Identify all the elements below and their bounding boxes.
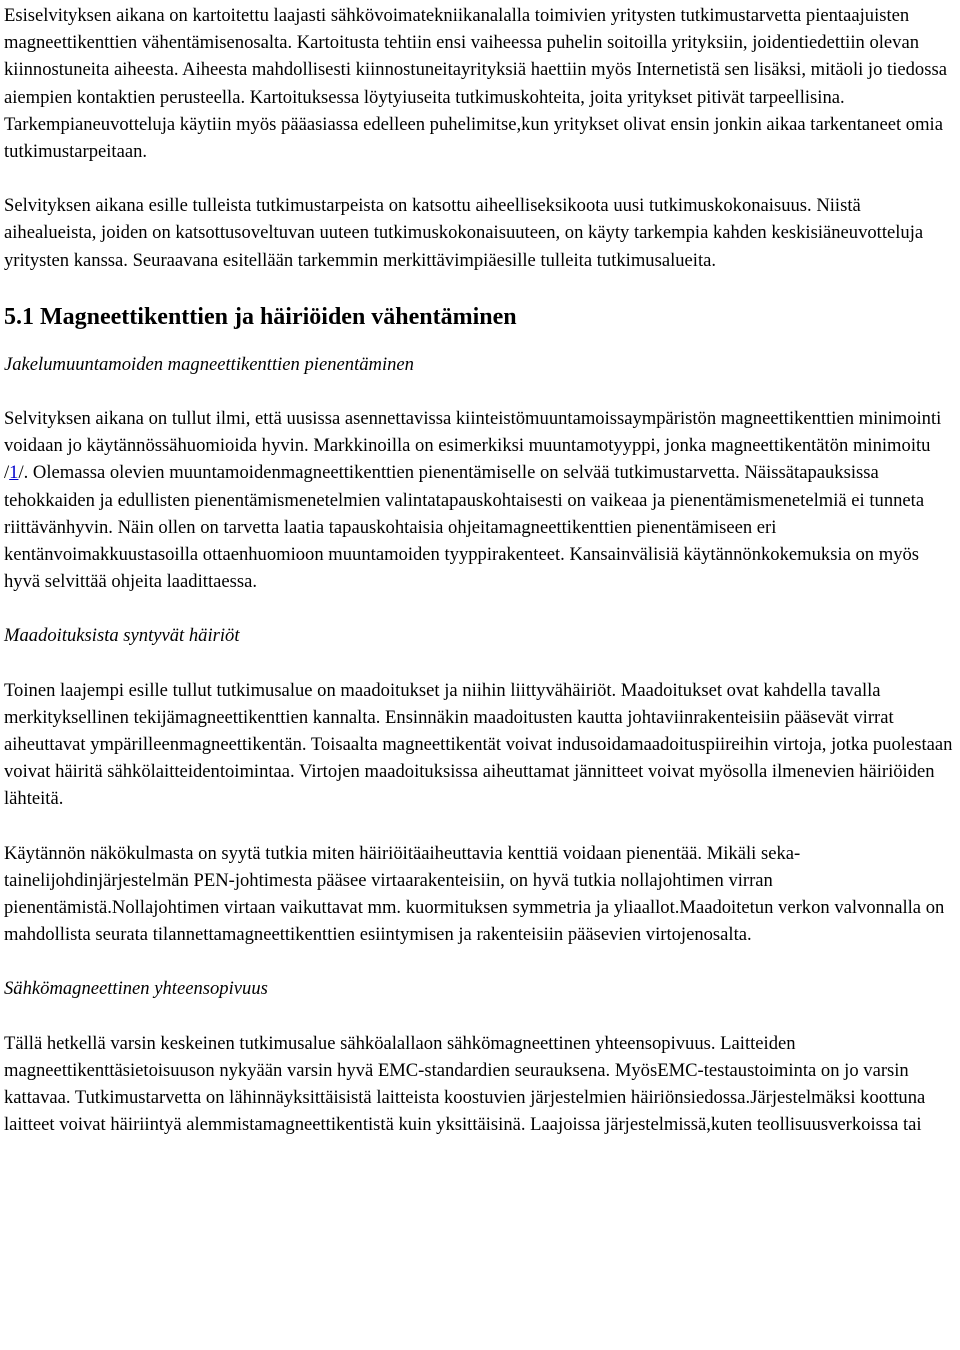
paragraph-gap: [4, 333, 956, 351]
transformers-text-before-ref: Selvityksen aikana on tullut ilmi, että uusissa asennettavissa kiinteistömuuntamoissaympäristön magneettikenttien minimointi voidaan jo käytännössähuomioida hyvin. Markkinoilla on esimerkiksi muuntamotyyppi, jonka magneettikentätön minimoitu /: [4, 408, 942, 484]
paragraph-gap: [4, 650, 956, 677]
grounding-paragraph-1: Toinen laajempi esille tullut tutkimusalue on maadoitukset ja niihin liittyvähäiriöt. Maadoitukset ovat kahdella tavalla merkityksellinen tekijämagneettikenttien kannalta. Ensinnäkin maadoitusten kautta johtaviinrakenteisiin pääsevät virrat aiheuttavat ympärilleenmagneettikentän. Toisaalta magneettikentät voivat indusoidamaadoituspiireihin virtoja, jotka puolestaan voivat häiritä sähkölaitteidentoimintaa. Virtojen maadoituksissa aiheuttamat jännitteet voivat myösolla ilmenevien häiriöiden lähteitä.: [4, 679, 953, 810]
paragraph-gap: [4, 595, 956, 622]
paragraph-gap: [4, 274, 956, 301]
subsection-title-grounding: Maadoituksista syntyvät häiriöt: [4, 625, 240, 647]
grounding-paragraph-2: Käytännön näkökulmasta on syytä tutkia miten häiriöitäaiheuttavia kenttiä voidaan pienentää. Mikäli seka- tainelijohdinjärjestelmän PEN-johtimesta pääsee virtaarakenteisiin, on hyvä tutkia nollajohtimen virran pienentämistä.Nollajohtimen virtaan vaikuttavat mm. kuormituksen symmetria ja yliaallot.Maadoitetun verkon valvonnalla on mahdollista seurata tilannettamagneettikenttien esiintymisen ja rakenteisiin pääsevien virtojenosalta.: [4, 842, 945, 946]
subsection-title-transformers: Jakelumuuntamoiden magneettikenttien pienentäminen: [4, 353, 414, 375]
intro-paragraph: Esiselvityksen aikana on kartoitettu laajasti sähkövoimatekniikanalalla toimivien yritysten tutkimustarvetta pientaajuisten magneettikenttien vähentämisenosalta. Kartoitusta tehtiin ensi vaiheessa puhelin soitoilla yrityksiin, joidentiedettiin olevan kiinnostuneita aiheesta. Aiheesta mahdollisesti kiinnostuneitayrityksiä haettiin myös Internetistä sen lisäksi, mitäoli jo tiedossa aiempien kontaktien perusteella. Kartoituksessa löytyiuseita tutkimuskohteita, joita yritykset pitivät tarpeellisina. Tarkempianeuvotteluja käytiin myös pääasiassa edelleen puhelimitse,kun yritykset olivat ensin jonkin aikaa tarkentaneet omia tutkimustarpeitaan.: [4, 5, 947, 163]
subsection-title-emc: Sähkömagneettinen yhteensopivuus: [4, 978, 268, 1000]
paragraph-gap: [4, 1003, 956, 1030]
paragraph-gap: [4, 165, 956, 192]
emc-paragraph: Tällä hetkellä varsin keskeinen tutkimusalue sähköalallaon sähkömagneettinen yhteensopivuus. Laitteiden magneettikenttäsietoisuuson nykyään varsin hyvä EMC-standardien seurauksena. MyösEMC-testaustoiminta on jo varsin kattavaa. Tutkimustarvetta on lähinnäyksittäisistä laitteista koostuvien järjestelmien häiriönsiedossa.Järjestelmäksi koottuna laitteet voivat häiriintyä alemmistamagneettikentistä kuin yksittäisinä. Laajoissa järjestelmissä,kuten teollisuusverkoissa tai: [4, 1032, 926, 1136]
reference-link[interactable]: 1: [9, 462, 19, 484]
paragraph-gap: [4, 813, 956, 840]
paragraph-gap: [4, 378, 956, 405]
transformers-paragraph: [4, 405, 956, 595]
transformers-text-after-ref: /. Olemassa olevien muuntamoidenmagneettikenttien pienentämiselle on selvää tutkimustarvetta. Näissätapauksissa tehokkaiden ja edullisten pienentämismenetelmien valintatapauskohtaisesti on vaikeaa ja pienentämismenetelmiä ei tunneta riittävänhyvin. Näin ollen on tarvetta laatia tapauskohtaisia ohjeitamagneettikenttien pienentämiseen eri kentänvoimakkuustasoilla ottaenhuomioon muuntamoiden tyyppirakenteet. Kansainvälisiä käytännönkokemuksia on myös hyvä selvittää ohjeita laadittaessa.: [4, 462, 925, 593]
paragraph-gap: [4, 948, 956, 975]
section-heading: 5.1 Magneettikenttien ja häiriöiden vähentäminen: [4, 303, 517, 330]
summary-paragraph: Selvityksen aikana esille tulleista tutkimustarpeista on katsottu aiheelliseksikoota uusi tutkimuskokonaisuus. Niistä aihealueista, joiden on katsottusoveltuvan uuteen tutkimuskokonaisuuteen, on käyty tarkempia kahden keskisiäneuvotteluja yritysten kanssa. Seuraavana esitellään tarkemmin merkittävimpiäesille tulleita tutkimusalueita.: [4, 195, 924, 271]
